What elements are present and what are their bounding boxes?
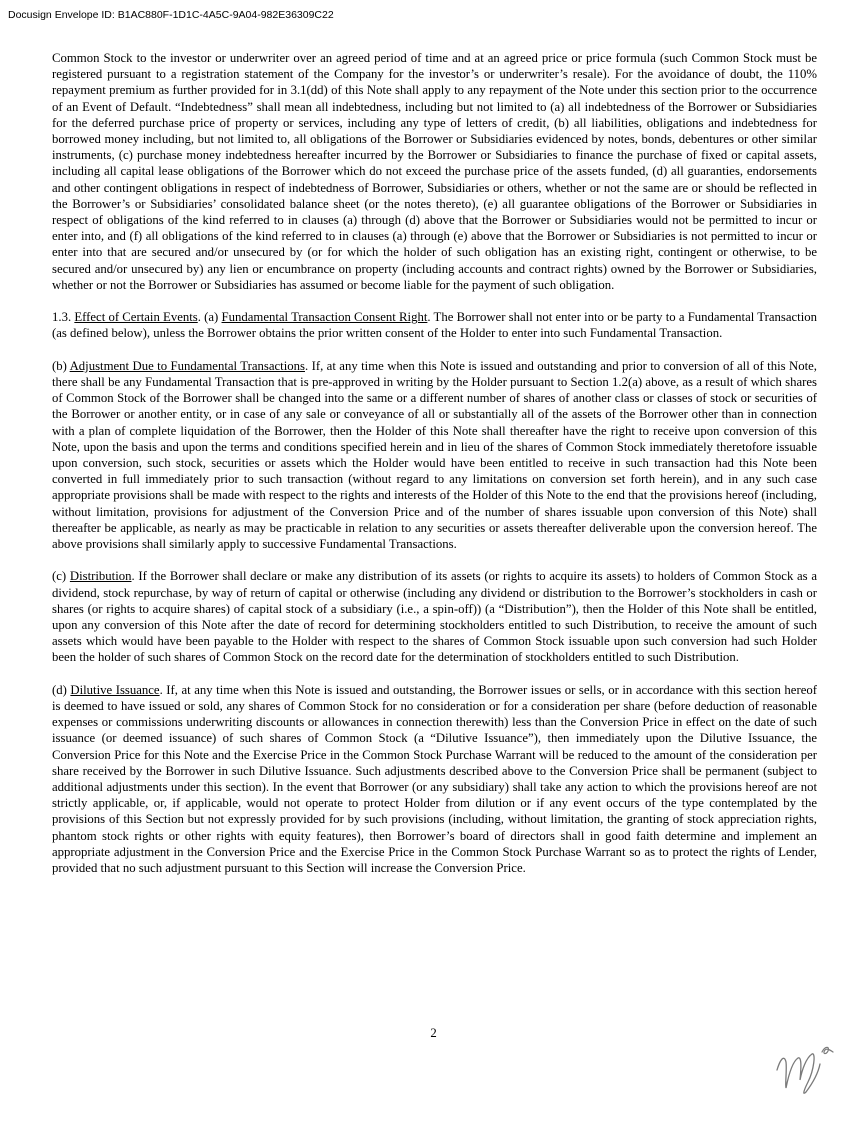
paragraph-distribution — [52, 568, 817, 665]
clause-heading: Adjustment Due to Fundamental Transactions — [69, 358, 305, 373]
clause-heading: Fundamental Transaction Consent Right — [221, 310, 428, 325]
clause-label: (c) — [52, 569, 70, 584]
page-number: 2 — [430, 1026, 437, 1040]
paragraph-effect-of-certain-events — [52, 309, 817, 341]
paragraph-adjustment-fundamental-transactions — [52, 358, 817, 552]
clause-text: . If, at any time when this Note is issued and outstanding, the Borrower issues or sells, or in accordance with this section hereof is deemed to have issued or sold, any shares of Common Stock for no consideration or for a consideration per share (before deduction of reasonable expenses or commissions underwriting discounts or allowances in connection therewith) less than the Conversion Price in effect on the date of such issuance (or deemed issuance) of such shares of Common Stock (a “Dilutive Issuance”), then immediately upon the Dilutive Issuance, the Conversion Price for this Note and the Exercise Price in the Common Stock Purchase Warrant will be reduced to the amount of the consideration per share received by the Borrower in such Dilutive Issuance. Such adjustments described above to the Conversion Price shall be permanent (subject to additional adjustments under this section). In the event that Borrower (or any subsidiary) shall take any action to which the provisions hereof are not strictly applicable, or, if applicable, would not operate to protect Holder from dilution or if any event occurs of the type contemplated by the provisions of this Section but not expressly provided for by such provisions (including, without limitation, the granting of stock appreciation rights, phantom stock rights or other rights with equity features), then Borrower’s board of directors shall in good faith determine and implement an appropriate adjustment in the Conversion Price and the Exercise Price in the Common Stock Purchase Warrant so as to protect the rights of Lender, provided that no such adjustment pursuant to this Section will increase the Conversion Price. — [52, 682, 817, 876]
envelope-id: Docusign Envelope ID: B1AC880F-1D1C-4A5C-9A04-982E36309C22 — [8, 9, 334, 21]
section-number: 1.3. — [52, 310, 75, 325]
initials-signature — [772, 1040, 852, 1100]
paragraph-dilutive-issuance — [52, 682, 817, 876]
paragraph-indebtedness: Common Stock to the investor or underwriter over an agreed period of time and at an agreed price or price formula (such Common Stock must be registered pursuant to a registration statement of the Company for the investor’s or underwriter’s resale). For the avoidance of doubt, the 110% repayment premium as further provided for in 3.1(dd) of this Note shall apply to any repayment of the Note under this section prior to the occurrence of an Event of Default. “Indebtedness” shall mean all indebtedness, including but not limited to (a) all indebtedness of the Borrower or Subsidiaries for the deferred purchase price of property or services, including any type of letters of credit, (b) all liabilities, obligations and indebtedness for borrowed money including, but not limited to, all obligations of the Borrower or Subsidiaries evidenced by notes, bonds, debentures or other similar instruments, (c) purchase money indebtedness hereafter incurred by the Borrower or Subsidiaries to finance the purchase of fixed or capital assets, including all capital lease obligations of the Borrower which do not exceed the purchase price of the assets funded, (d) all guaranties, endorsements and other contingent obligations in respect of indebtedness of Borrower, Subsidiaries or others, whether or not the same are or should be reflected in the Borrower’s or Subsidiaries’ consolidated balance sheet (or the notes thereto), (e) all guarantee obligations of the Borrower or Subsidiaries in respect of obligations of the kind referred to in clauses (a) through (d) above that the Borrower or Subsidiaries would not be permitted to incur or enter into, and (f) all obligations of the kind referred to in clauses (a) through (e) above that the Borrower or Subsidiaries is not permitted to incur or enter into that are secured and/or unsecured by (or for which the holder of such obligation has an existing right, contingent or otherwise, to be secured and/or unsecured by) any lien or encumbrance on property (including accounts and contract rights) owned by the Borrower or Subsidiaries, whether or not the Borrower or Subsidiaries has assumed or become liable for the payment of such obligation. — [52, 51, 817, 292]
clause-heading: Dilutive Issuance — [70, 682, 160, 697]
clause-text: . The Borrower shall not enter into or be party to a Fundamental Transaction (as defined below), unless the Borrower obtains the prior written consent of the Holder to enter into such Fundamental Transaction. — [52, 310, 817, 341]
clause-text: . If, at any time when this Note is issued and outstanding and prior to conversion of all of this Note, there shall be any Fundamental Transaction that is pre-approved in writing by the Holder pursuant to Section 1.2(a) above, as a result of which shares of Common Stock of the Borrower shall be changed into the same or a different number of shares of another class or classes of stock or securities of the Borrower or another entity, or in case of any sale or conveyance of all or substantially all of the assets of the Borrower other than in connection with a plan of complete liquidation of the Borrower, then the Holder of this Note shall thereafter have the right to receive upon conversion of this Note, upon the basis and upon the terms and conditions specified herein and in lieu of the shares of Common Stock immediately theretofore issuable upon conversion, such stock, securities or assets which the Holder would have been entitled to receive in such transaction had this Note been converted in full immediately prior to such transaction (without regard to any limitations on conversion set forth herein), and in any such case appropriate provisions shall be made with respect to the rights and interests of the Holder of this Note to the end that the provisions hereof (including, without limitation, provisions for adjustment of the Conversion Price and of the number of shares issuable upon conversion of this Note) shall thereafter be applicable, as nearly as may be practicable in relation to any securities or assets thereafter deliverable upon the conversion hereof. The above provisions shall similarly apply to successive Fundamental Transactions. — [52, 358, 817, 552]
document-body — [52, 50, 817, 876]
clause-label: . (a) — [197, 310, 222, 325]
clause-label: (b) — [52, 358, 70, 373]
clause-heading: Distribution — [69, 569, 132, 584]
clause-label: (d) — [52, 682, 71, 697]
clause-text: . If the Borrower shall declare or make any distribution of its assets (or rights to acquire its assets) to holders of Common Stock as a dividend, stock repurchase, by way of return of capital or otherwise (including any dividend or distribution to the Borrower’s stockholders in cash or shares (or rights to acquire shares) of capital stock of a subsidiary (i.e., a spin-off)) (a “Distribution”), then the Holder of this Note shall be entitled, upon any conversion of this Note after the date of record for determining stockholders entitled to such Distribution, to receive the amount of such assets which would have been payable to the Holder with respect to the shares of Common Stock issuable upon such conversion had such Holder been the holder of such shares of Common Stock on the record date for the determination of stockholders entitled to such Distribution. — [52, 569, 817, 665]
section-heading: Effect of Certain Events — [74, 310, 198, 325]
